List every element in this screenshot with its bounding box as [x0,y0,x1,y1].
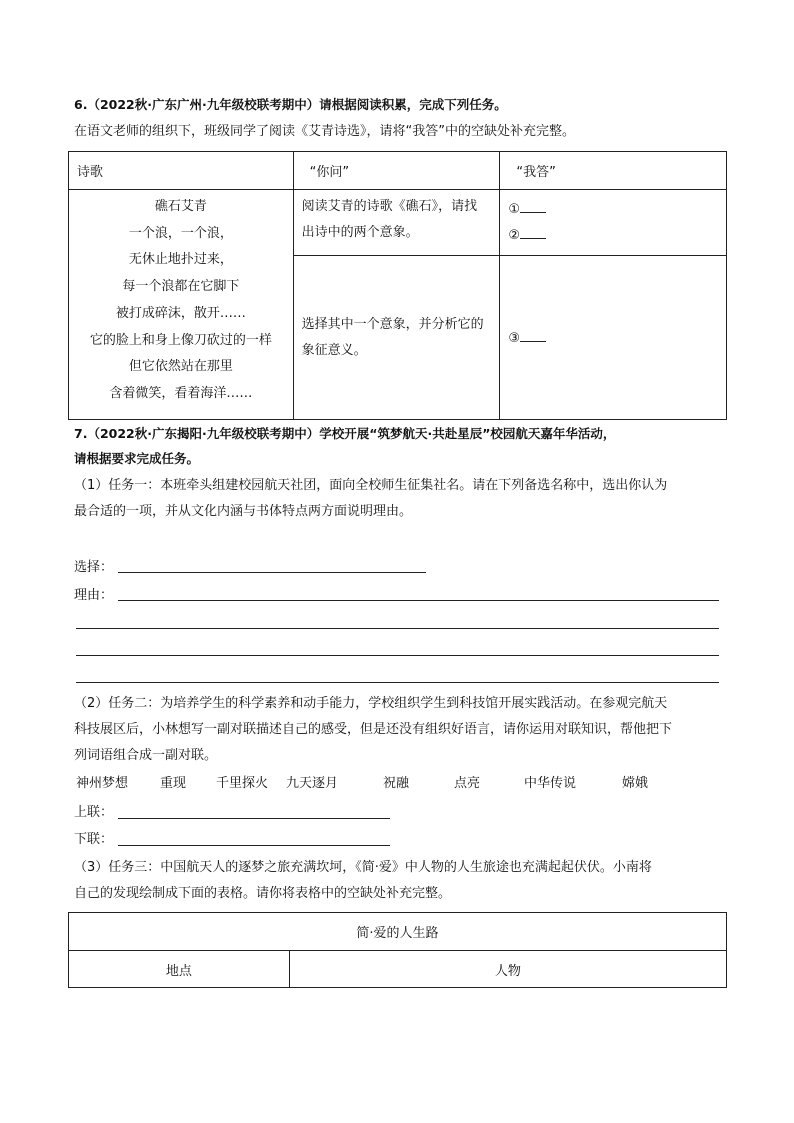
task2-line3: 列词语组合成一副对联。 [74,748,218,763]
answer-blank-1[interactable] [520,200,546,213]
answer-marker-1: ① [508,202,520,217]
answer-blank-3[interactable] [520,329,546,342]
reason-answer-line[interactable] [76,655,719,656]
lower-couplet-label: 下联： [74,832,114,847]
task2-line2: 科技展区后，小林想写一副对联描述自己的感受，但是还没有组织好语言，请你运用对联知识，帮他把下 [74,722,673,737]
poem-line: 含着微笑，看着海洋…… [109,385,253,401]
word-option: 九天逐月 [286,776,339,791]
header-place: 地点 [69,951,290,988]
word-option: 嫦娥 [622,776,649,791]
answer-marker-3: ③ [508,331,520,346]
task1-line2: 最合适的一项，并从文化内涵与书体特点两方面说明理由。 [74,504,413,519]
q7-heading-line2: 请根据要求完成任务。 [74,451,200,466]
task3-line2: 自己的发现绘制成下面的表格。请你将表格中的空缺处补充完整。 [74,886,452,901]
header-answer: “我答” [500,152,727,190]
word-option: 祝融 [383,776,410,791]
lower-couplet-line[interactable] [118,845,390,846]
word-option: 千里探火 [216,776,269,791]
header-person: 人物 [289,951,726,988]
poem-line: 被打成碎沫，散开…… [115,305,246,321]
reason-answer-line[interactable] [118,600,719,601]
table-title: 简·爱的人生路 [69,913,727,951]
poem-line: 无休止地扑过来， [128,252,233,268]
task1-line1: （1）任务一：本班牵头组建校园航天社团，面向全校师生征集社名。请在下列备选名称中，选出你认为 [74,478,668,493]
ask-cell-2 [293,256,500,420]
reason-label: 理由： [74,588,114,603]
q7-heading-line1: 7.（2022秋·广东揭阳·九年级校联考期中）学校开展“筑梦航天·共赴星辰”校园航天嘉年华活动， [74,426,616,441]
word-option: 重现 [160,776,187,791]
word-option: 神州梦想 [76,776,129,791]
poem-table [68,151,727,420]
reason-answer-line[interactable] [76,628,719,629]
word-option: 中华传说 [524,776,577,791]
poem-line: 每一个浪都在它脚下 [122,279,240,295]
poem-line: 一个浪，一个浪， [128,225,233,241]
answer-marker-2: ② [508,228,520,243]
ask2-line2: 象征意义。 [301,342,367,358]
ask1-line1: 阅读艾青的诗歌《礁石》，请找 [301,199,478,214]
header-ask: “你问” [293,152,500,190]
task2-line1: （2）任务二：为培养学生的科学素养和动手能力，学校组织学生到科技馆开展实践活动。在参观完航天 [74,696,668,711]
choose-label: 选择： [74,560,114,575]
poem-line: 礁石艾青 [154,199,207,214]
ask1-line2: 出诗中的两个意象。 [301,225,419,240]
q6-intro: 在语文老师的组织下，班级同学了阅读《艾青诗选》，请将“我答”中的空缺处补充完整。 [74,124,575,139]
header-poem: 诗歌 [69,152,294,190]
poem-cell [69,190,294,420]
word-option: 点亮 [454,776,481,791]
ask2-line1: 选择其中一个意象，并分析它的 [301,316,484,332]
choose-answer-line[interactable] [118,572,426,573]
ask-cell-1 [293,190,500,256]
upper-couplet-line[interactable] [118,818,390,819]
reason-answer-line[interactable] [76,682,719,683]
task3-line1: （3）任务三：中国航天人的逐梦之旅充满坎坷，《简·爱》中人物的人生旅途也充满起起伏伏。小南将 [74,860,652,875]
upper-couplet-label: 上联： [74,805,114,820]
q6-heading: 6.（2022秋·广东广州·九年级校联考期中）请根据阅读积累，完成下列任务。 [74,97,507,112]
answer-cell-2 [500,256,727,420]
poem-line: 它的脸上和身上像刀砍过的一样 [89,332,272,348]
poem-line: 但它依然站在那里 [128,359,233,375]
jane-eyre-table [68,912,727,988]
answer-cell-1 [500,190,727,256]
answer-blank-2[interactable] [520,226,546,239]
